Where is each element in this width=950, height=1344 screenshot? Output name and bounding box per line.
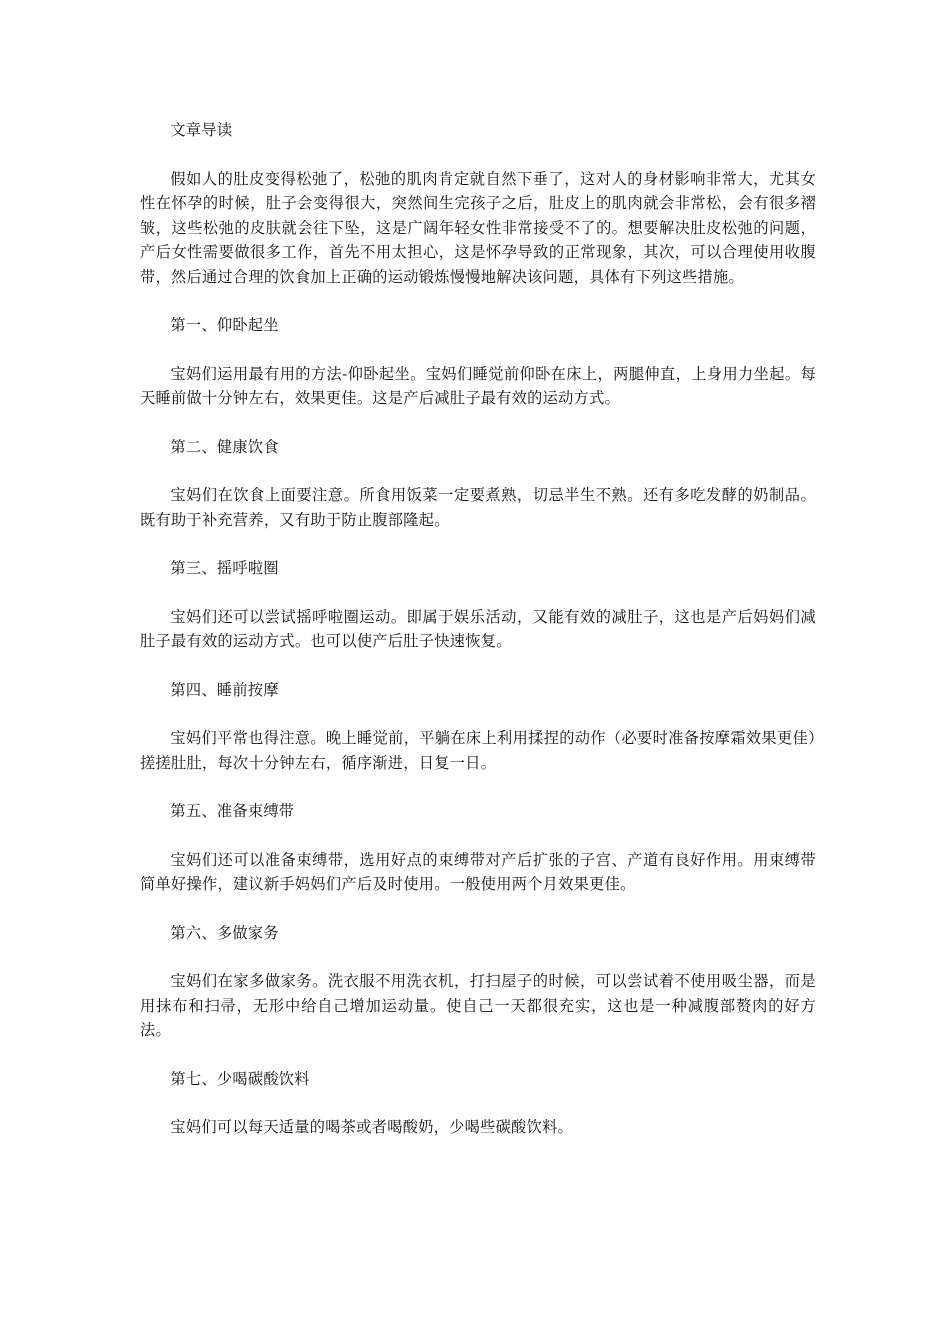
section-paragraph-7: 宝妈们可以每天适量的喝茶或者喝酸奶，少喝些碳酸饮料。 [170,1118,574,1136]
document-page [140,118,816,1140]
section-paragraph-3: 宝妈们还可以尝试摇呼啦圈运动。即属于娱乐活动，又能有效的减肚子，这也是产后妈妈们减肚子最有效的运动方式。也可以使产后肚子快速恢复。 [140,607,816,650]
section-heading-7: 第七、少喝碳酸饮料 [170,1069,310,1088]
intro-heading: 文章导读 [170,121,233,139]
spacer [140,824,816,848]
section-heading-1: 第一、仰卧起坐 [170,316,279,334]
spacer [140,897,816,921]
spacer [140,654,816,678]
section-heading-4: 第四、睡前按摩 [170,680,279,699]
section-paragraph-4: 宝妈们平常也得注意。晚上睡觉前，平躺在床上利用揉捏的动作（必要时准备按摩霜效果更佳）搓搓肚肚，每次十分钟左右，循序渐进，日复一日。 [140,729,816,772]
section-paragraph-1: 宝妈们运用最有用的方法-仰卧起坐。宝妈们睡觉前仰卧在床上，两腿伸直，上身用力坐起。每天睡前做十分钟左右，效果更佳。这是产后减肚子最有效的运动方式。 [140,364,816,407]
section-paragraph-6: 宝妈们在家多做家务。洗衣服不用洗衣机，打扫屋子的时候，可以尝试着不使用吸尘器，而是用抹布和扫帚，无形中给自己增加运动量。使自己一天都很充实，这也是一种减腹部赘肉的好方法。 [140,972,816,1039]
spacer [140,289,816,313]
spacer [140,1091,816,1115]
spacer [140,581,816,605]
spacer [140,143,816,167]
section-paragraph-2: 宝妈们在饮食上面要注意。所食用饭菜一定要煮熟，切忌半生不熟。还有多吃发酵的奶制品。既有助于补充营养，又有助于防止腹部隆起。 [140,486,816,529]
spacer [140,459,816,483]
section-paragraph-5: 宝妈们还可以准备束缚带，选用好点的束缚带对产后扩张的子宫、产道有良好作用。用束缚带简单好操作，建议新手妈妈们产后及时使用。一般使用两个月效果更佳。 [140,850,816,893]
spacer [140,411,816,435]
spacer [140,775,816,799]
section-heading-6: 第六、多做家务 [170,923,279,942]
intro-paragraph: 假如人的肚皮变得松弛了，松弛的肌肉肯定就自然下垂了，这对人的身材影响非常大，尤其女性在怀孕的时候，肚子会变得很大，突然间生完孩子之后，肚皮上的肌肉就会非常松，会有很多褶皱，这些松弛的皮肤就会往下坠，这是广阔年轻女性非常接受不了的。想要解决肚皮松弛的问题，产后女性需要做很多工作，首先不用太担心，这是怀孕导致的正常现象，其次，可以合理使用收腹带，然后通过合理的饮食加上正确的运动锻炼慢慢地解决该问题，具体有下列这些措施。 [140,169,816,286]
section-heading-5: 第五、准备束缚带 [170,802,295,820]
section-heading-3: 第三、摇呼啦圈 [170,559,279,577]
spacer [140,532,816,556]
spacer [140,945,816,969]
spacer [140,338,816,362]
spacer [140,1043,816,1067]
spacer [140,702,816,726]
section-heading-2: 第二、健康饮食 [170,437,279,456]
